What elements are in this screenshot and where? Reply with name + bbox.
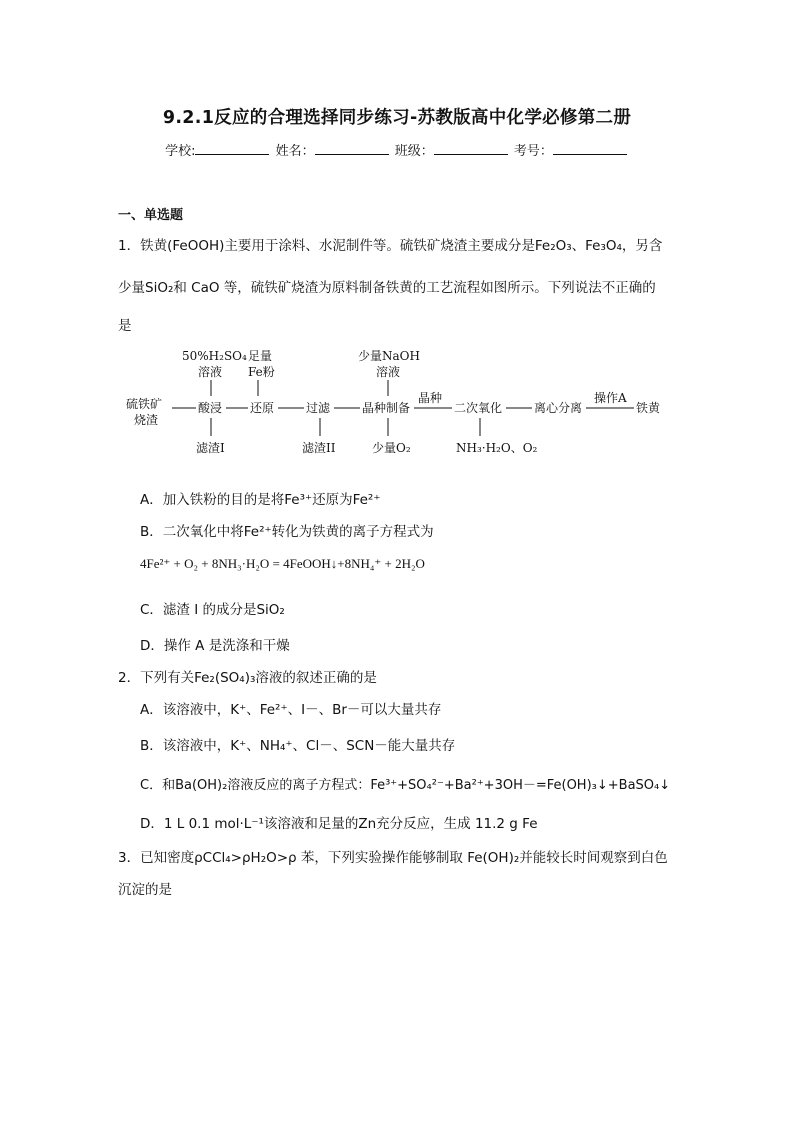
step-acid-leach: 酸浸 xyxy=(198,401,223,415)
residue-2: 滤渣II xyxy=(302,441,336,455)
q3-stem-line1: 3．已知密度ρCCl₄>ρH₂O>ρ 苯，下列实验操作能够制取 Fe(OH)₂并能较长时间观察到白色 xyxy=(118,850,668,866)
start-label-1: 硫铁矿 xyxy=(126,397,163,411)
q1-stem-line1: 1．铁黄(FeOOH)主要用于涂料、水泥制件等。硫铁矿烧渣主要成分是Fe₂O₃、Fe₃O₄，另含 xyxy=(118,238,663,254)
q2-option-d: D．1 L 0.1 mol·L⁻¹该溶液和足量的Zn充分反应，生成 11.2 g Fe xyxy=(140,816,538,832)
process-flow-diagram xyxy=(118,344,678,464)
arrow-label-operation-a: 操作A xyxy=(594,391,627,405)
input-o2-small: 少量O₂ xyxy=(372,441,411,455)
school-blank xyxy=(195,142,269,155)
q1-option-d: D．操作 A 是洗涤和干燥 xyxy=(140,638,290,654)
q2-option-a: A．该溶液中，K⁺、Fe²⁺、I－、Br－可以大量共存 xyxy=(140,702,442,718)
q2-stem: 2．下列有关Fe₂(SO₄)₃溶液的叙述正确的是 xyxy=(118,670,377,686)
q1-option-b-equation: 4Fe²⁺ + O₂ + 8NH₃·H₂O = 4FeOOH↓+8NH₄⁺ + 2H₂O xyxy=(140,556,425,571)
end-product: 铁黄 xyxy=(636,401,661,415)
step-centrifuge: 离心分离 xyxy=(534,401,583,415)
input-h2so4: 50%H₂SO₄ xyxy=(182,349,247,363)
page-title: 9.2.1反应的合理选择同步练习-苏教版高中化学必修第二册 xyxy=(162,108,632,128)
exam-blank xyxy=(553,142,627,155)
residue-1: 滤渣I xyxy=(196,441,225,455)
class-label: 班级： xyxy=(394,144,434,159)
input-fe-powder: Fe粉 xyxy=(248,365,275,379)
q1-option-c: C．滤渣 I 的成分是SiO₂ xyxy=(140,602,285,618)
section-heading: 一、单选题 xyxy=(118,208,184,223)
q3-stem-line2: 沉淀的是 xyxy=(118,882,172,898)
school-label: 学校: xyxy=(165,144,196,159)
step-reduce: 还原 xyxy=(250,401,275,415)
class-blank xyxy=(434,142,508,155)
q1-stem-line2: 少量SiO₂和 CaO 等，硫铁矿烧渣为原料制备铁黄的工艺流程如图所示。下列说法不正确的 xyxy=(118,280,656,296)
q2-option-c: C．和Ba(OH)₂溶液反应的离子方程式：Fe³⁺+SO₄²⁻+Ba²⁺+3OH－=Fe(OH)₃↓+BaSO₄↓ xyxy=(140,778,671,793)
exam-label: 考号： xyxy=(513,144,553,159)
input-h2so4-solution: 溶液 xyxy=(198,365,223,379)
start-label-2: 烧渣 xyxy=(134,413,159,427)
arrow-label-seed: 晶种 xyxy=(418,391,443,405)
q1-option-a: A．加入铁粉的目的是将Fe³⁺还原为Fe²⁺ xyxy=(140,492,381,508)
step-second-oxidation: 二次氧化 xyxy=(454,401,503,415)
input-fe-amount: 足量 xyxy=(248,349,273,363)
step-filter: 过滤 xyxy=(306,401,331,415)
q2-option-b: B．该溶液中，K⁺、NH₄⁺、Cl－、SCN－能大量共存 xyxy=(140,738,456,754)
q1-stem-line3: 是 xyxy=(118,318,132,334)
name-label: 姓名： xyxy=(275,144,315,159)
name-blank xyxy=(315,142,389,155)
step-seed-prep: 晶种制备 xyxy=(362,401,411,415)
student-info-line xyxy=(0,140,794,159)
input-naoh-solution: 溶液 xyxy=(376,365,401,379)
input-nh3-o2: NH₃·H₂O、O₂ xyxy=(456,441,538,455)
input-naoh: 少量NaOH xyxy=(358,349,420,363)
q1-option-b: B．二次氧化中将Fe²⁺转化为铁黄的离子方程式为 xyxy=(140,524,434,540)
